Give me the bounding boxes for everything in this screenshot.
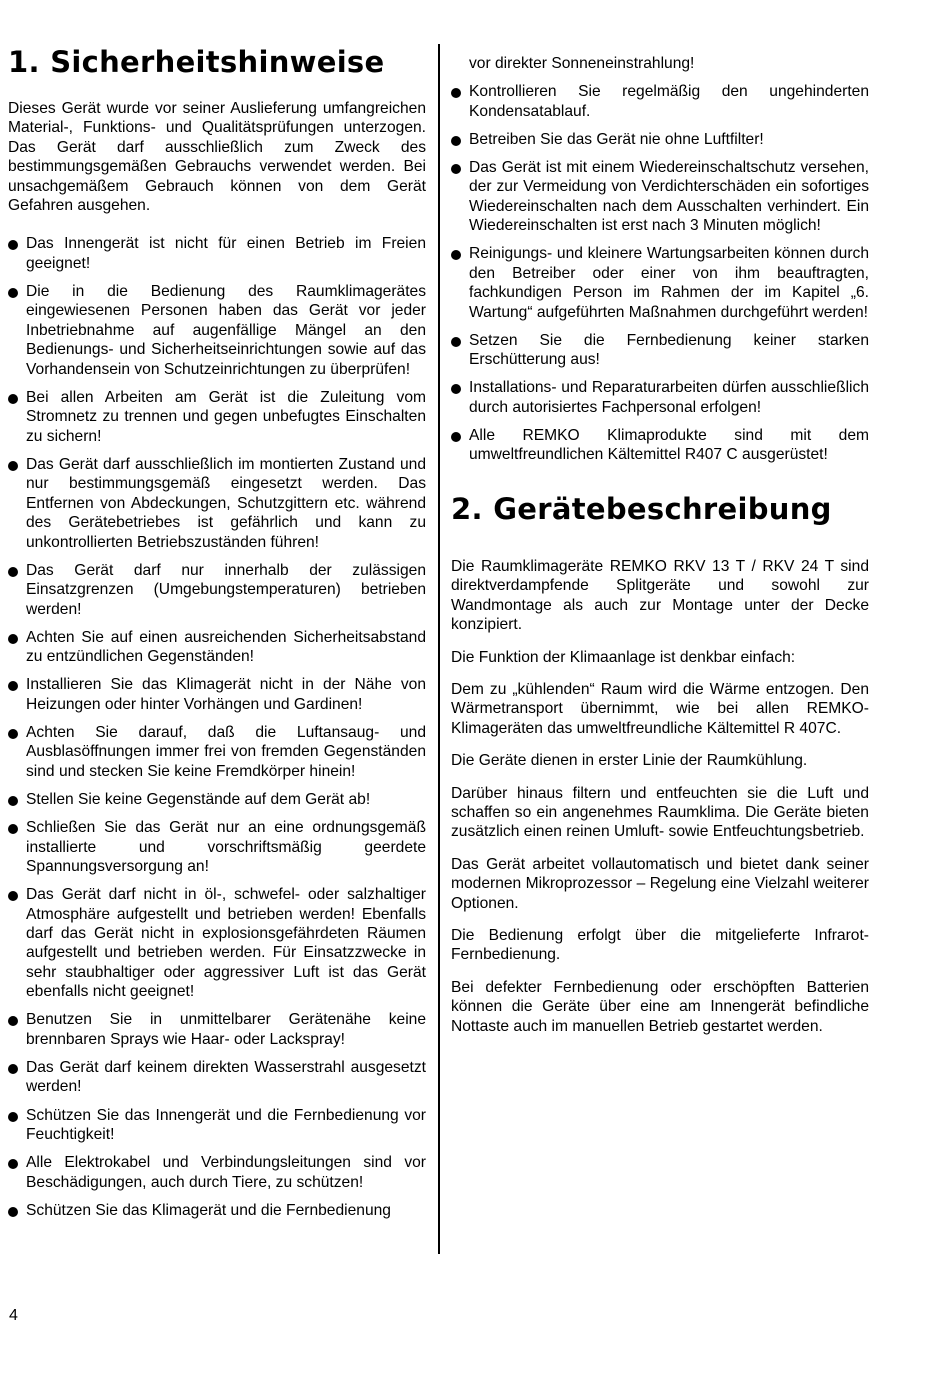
- safety-bullet: Installations- und Reparaturarbeiten dürfen ausschließlich durch autorisiertes Fachpersonal erfolgen!: [451, 378, 869, 417]
- safety-list-left: [8, 234, 426, 1220]
- section-2-title: 2. Gerätebeschreibung: [451, 491, 832, 526]
- page-number: 4: [9, 1307, 18, 1324]
- left-column: [8, 0, 426, 1229]
- description-paragraph: Die Geräte dienen in erster Linie der Raumkühlung.: [451, 752, 808, 770]
- safety-list-right: [451, 82, 869, 465]
- safety-bullet: Alle REMKO Klimaprodukte sind mit dem umweltfreundlichen Kältemittel R407 C ausgerüstet!: [451, 426, 869, 465]
- safety-bullet: Alle Elektrokabel und Verbindungsleitungen sind vor Beschädigungen, auch durch Tiere, zu schützen!: [8, 1153, 426, 1192]
- safety-bullet: Die in die Bedienung des Raumklimagerätes eingewiesenen Personen haben das Gerät vor jeder Inbetriebnahme auf augenfällige Mängel an den Bedienungs- und Sicherheitseinrichtungen sowie auf das Vorhandensein von Schutzeinrichtungen zu überprüfen!: [8, 282, 426, 379]
- description-paragraph: Die Raumklimageräte REMKO RKV 13 T / RKV 24 T sind direktverdampfende Splitgeräte und sowohl zur Wandmontage als auch zur Montage unter der Decke konzipiert.: [451, 557, 869, 634]
- section-2-body: [451, 557, 869, 1036]
- safety-bullet: Das Gerät darf ausschließlich im montierten Zustand und nur bestimmungsgemäß eingesetzt werden. Das Entfernen von Abdeckungen, Schutzgittern etc. während des Gerätebetriebes ist gefährlich und kann zu unkontrollierten Betriebszuständen führen!: [8, 455, 426, 552]
- safety-bullet: Das Gerät ist mit einem Wiedereinschaltschutz versehen, der zur Vermeidung von Verdichterschäden ein sofortiges Wiedereinschalten nach dem Ausschalten verhindert. Ein Wiedereinschalten ist erst nach 3 Minuten möglich!: [451, 158, 869, 236]
- safety-bullet: Reinigungs- und kleinere Wartungsarbeiten können durch den Betreiber oder einer von ihm beauftragten, fachkundigen Person im Rahmen der im Kapitel „6. Wartung“ aufgeführten Maßnahmen durchgeführt werden!: [451, 244, 869, 322]
- safety-bullet: Bei allen Arbeiten am Gerät ist die Zuleitung vom Stromnetz zu trennen und gegen unbefugtes Einschalten zu sichern!: [8, 388, 426, 446]
- column-divider: [438, 44, 440, 1254]
- section-1-title: 1. Sicherheitshinweise: [8, 45, 385, 79]
- safety-bullet: Benutzen Sie in unmittelbarer Gerätenähe keine brennbaren Sprays wie Haar- oder Lackspray!: [8, 1010, 426, 1049]
- safety-bullet: Das Gerät darf nicht in öl-, schwefel- oder salzhaltiger Atmosphäre aufgestellt und betrieben werden! Ebenfalls darf das Gerät nicht in explosionsgefährdeten Räumen aufgestellt und betrieben werden. Für Einsatzzwecke in sehr staubhaltiger oder aggressiver Luft ist das Gerät ebenfalls nicht geeignet!: [8, 885, 426, 1001]
- description-paragraph: Bei defekter Fernbedienung oder erschöpften Batterien können die Geräte über eine am Innengerät befindliche Nottaste auch im manuellen Betrieb gestartet werden.: [451, 978, 869, 1035]
- safety-bullet: Betreiben Sie das Gerät nie ohne Luftfilter!: [451, 130, 869, 149]
- safety-bullet: Installieren Sie das Klimagerät nicht in der Nähe von Heizungen oder hinter Vorhängen und Gardinen!: [8, 675, 426, 714]
- right-column: [451, 0, 869, 1049]
- safety-bullet: Das Gerät darf nur innerhalb der zulässigen Einsatzgrenzen (Umgebungstemperaturen) betrieben werden!: [8, 561, 426, 619]
- safety-bullet: Setzen Sie die Fernbedienung keiner starken Erschütterung aus!: [451, 331, 869, 370]
- section-1-intro: Dieses Gerät wurde vor seiner Auslieferung umfangreichen Material-, Funktions- und Qualitätsprüfungen unterzogen. Das Gerät darf ausschließlich zum Zweck des bestimmungsgemäßen Gebrauchs verwendet werden. Bei unsachgemäßem Gebrauch können von dem Gerät Gefahren ausgehen.: [8, 100, 426, 215]
- description-paragraph: Darüber hinaus filtern und entfeuchten sie die Luft und schaffen so ein angenehmes Raumklima. Die Geräte bieten zusätzlich einen reinen Umluft- sowie Entfeuchtungsbetrieb.: [451, 784, 869, 841]
- safety-bullet: Schützen Sie das Klimagerät und die Fernbedienung: [8, 1201, 426, 1220]
- safety-bullet: Kontrollieren Sie regelmäßig den ungehinderten Kondensatablauf.: [451, 82, 869, 121]
- safety-bullet: Schließen Sie das Gerät nur an eine ordnungsgemäß installierte und vorschriftsmäßig geerdete Spannungsversorgung an!: [8, 818, 426, 876]
- description-paragraph: Die Bedienung erfolgt über die mitgelieferte Infrarot-Fernbedienung.: [451, 926, 869, 964]
- safety-bullet: Das Innengerät ist nicht für einen Betrieb im Freien geeignet!: [8, 234, 426, 273]
- safety-bullet: Schützen Sie das Innengerät und die Fernbedienung vor Feuchtigkeit!: [8, 1106, 426, 1145]
- safety-bullet: Achten Sie darauf, daß die Luftansaug- und Ausblasöffnungen immer frei von fremden Gegenständen sind und stecken Sie keine Fremdkörper hinein!: [8, 723, 426, 781]
- description-paragraph: Die Funktion der Klimaanlage ist denkbar einfach:: [451, 648, 796, 666]
- description-paragraph: Dem zu „kühlenden“ Raum wird die Wärme entzogen. Den Wärmetransport übernimmt, wie bei allen REMKO-Klimageräten das umweltfreundliche Kältemittel R 407C.: [451, 680, 869, 737]
- safety-bullet: Achten Sie auf einen ausreichenden Sicherheitsabstand zu entzündlichen Gegenständen!: [8, 628, 426, 667]
- safety-bullet: Das Gerät darf keinem direkten Wasserstrahl ausgesetzt werden!: [8, 1058, 426, 1097]
- description-paragraph: Das Gerät arbeitet vollautomatisch und bietet dank seiner modernen Mikroprozessor – Regelung eine Vielzahl weiterer Optionen.: [451, 855, 869, 912]
- safety-bullet: Stellen Sie keine Gegenstände auf dem Gerät ab!: [8, 790, 426, 809]
- list-continuation: vor direkter Sonneneinstrahlung!: [469, 55, 695, 72]
